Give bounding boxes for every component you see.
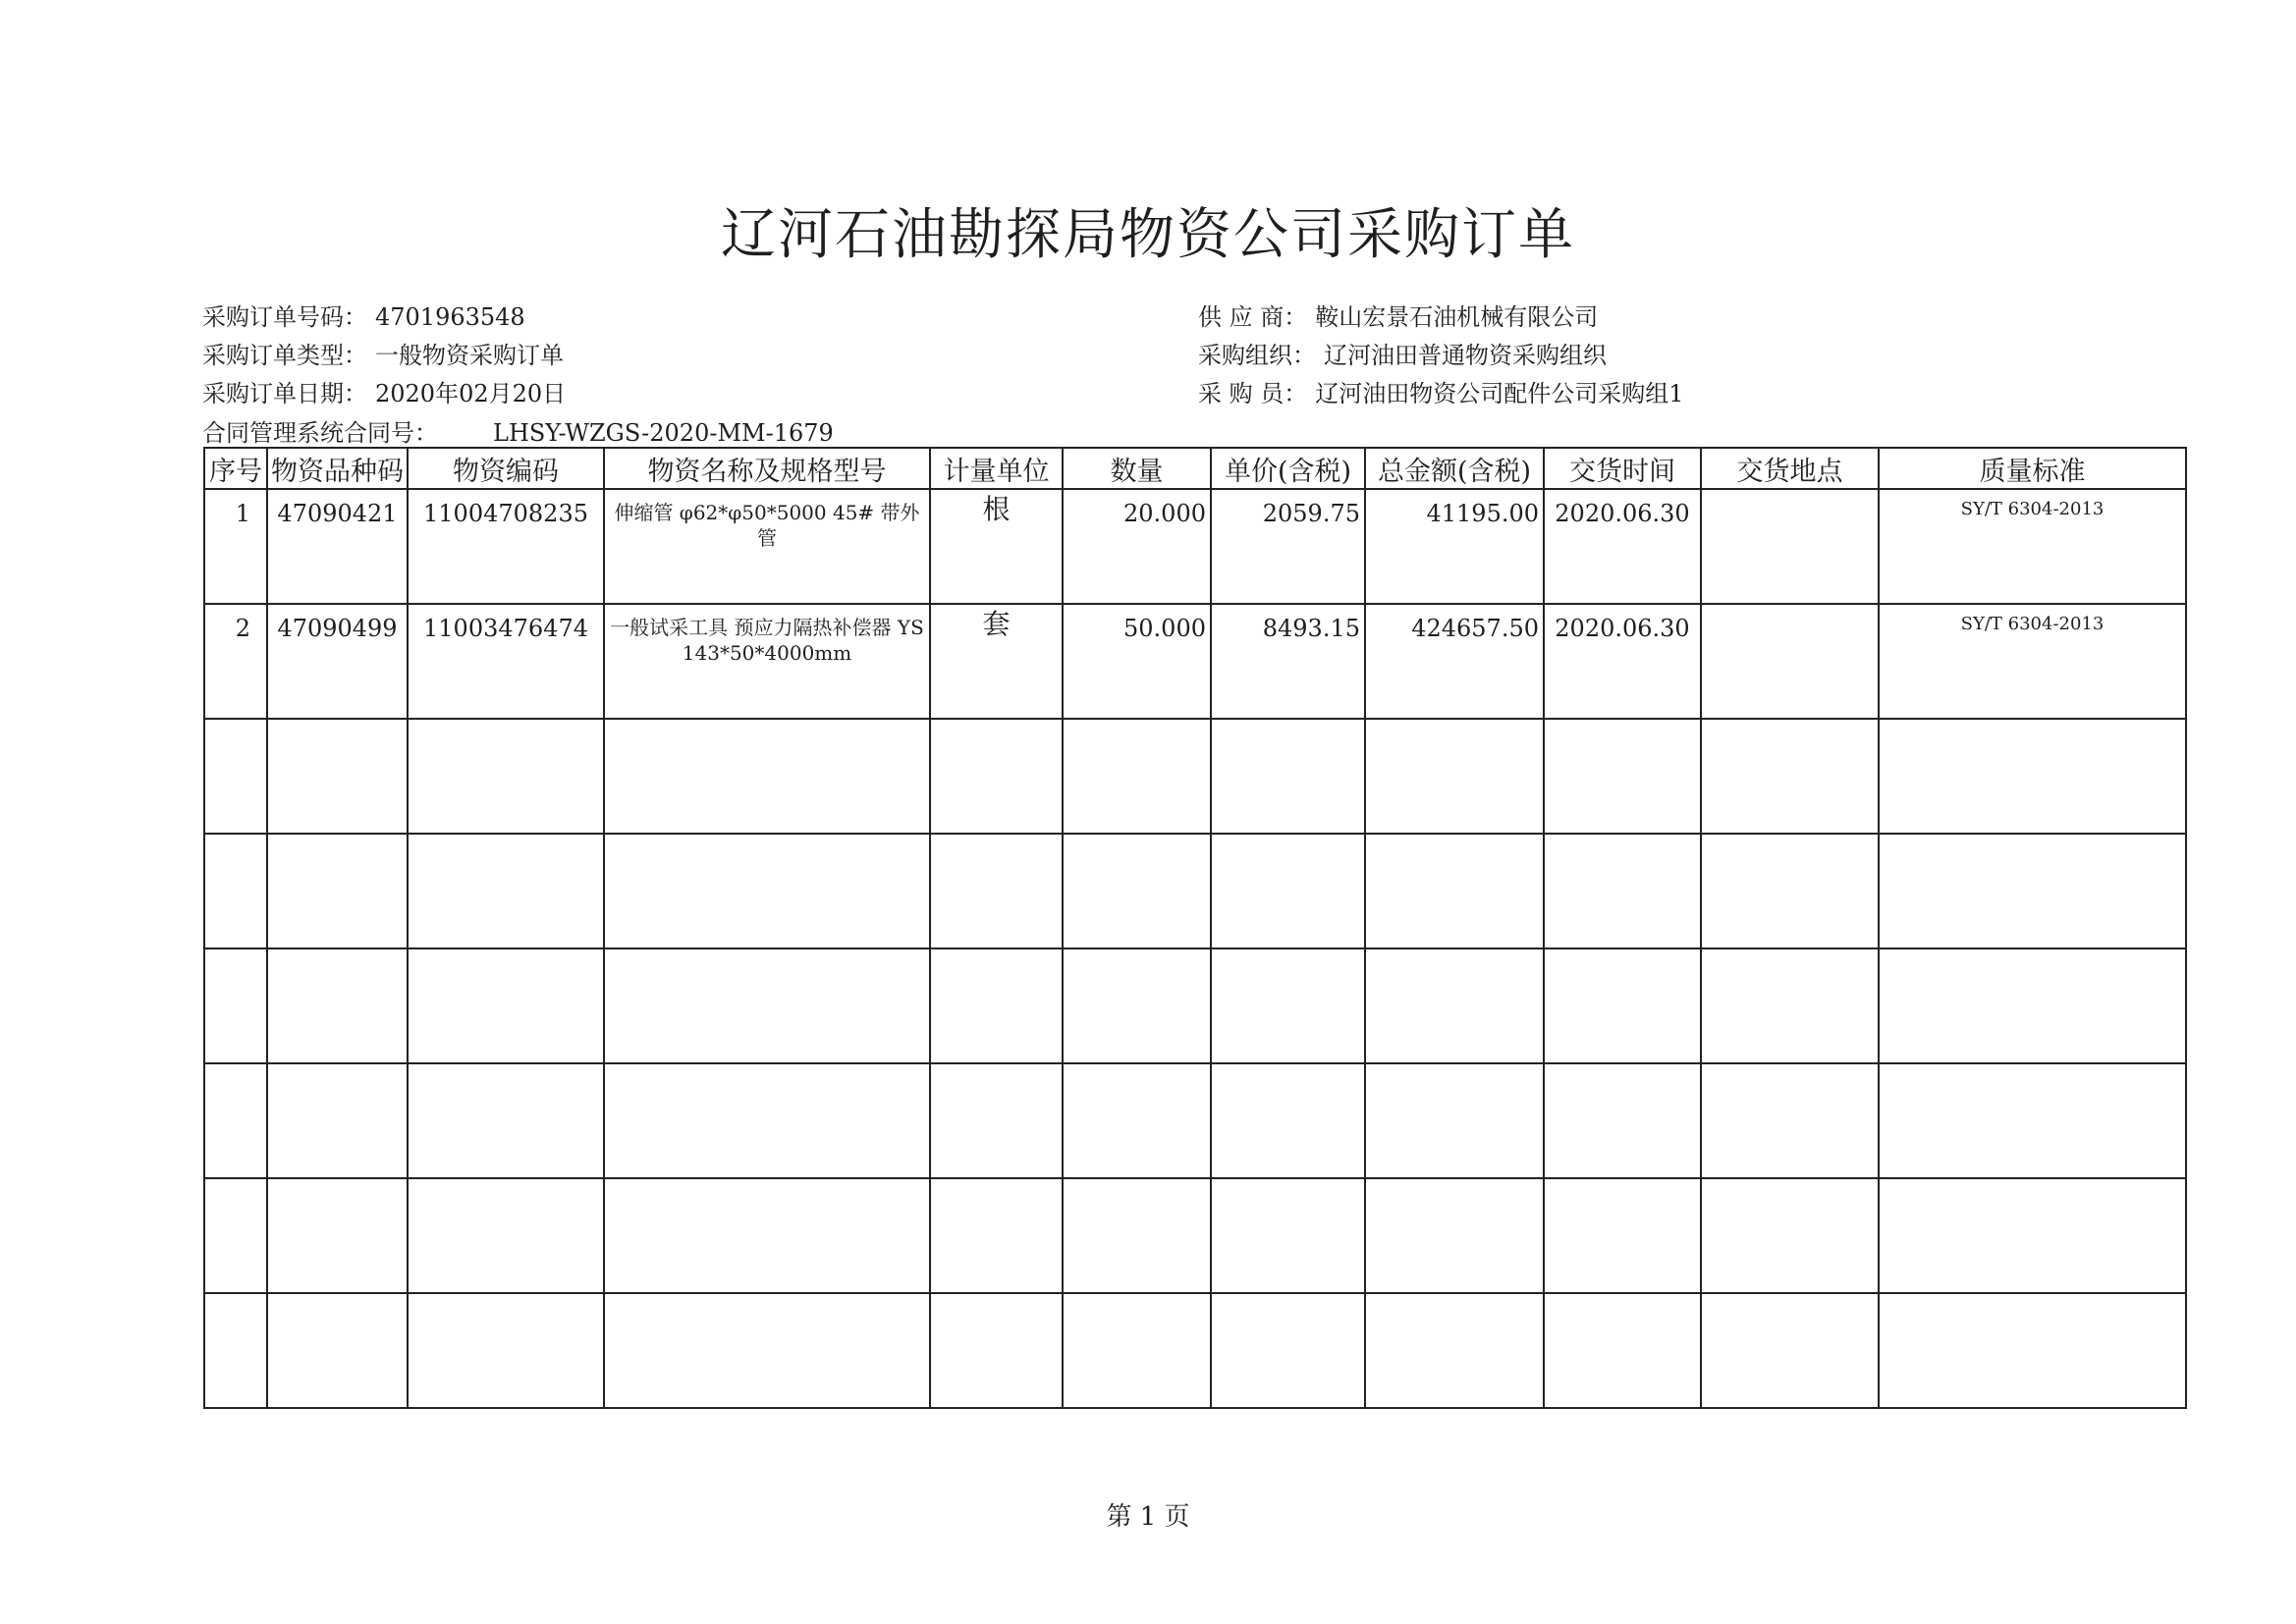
quality-standard-cell [1879,489,2186,604]
quantity-cell [1063,604,1211,719]
empty-cell [1701,719,1879,834]
empty-table-row [204,719,2186,834]
empty-cell [1365,719,1544,834]
unit-price-cell [1211,489,1365,604]
empty-cell [930,1293,1063,1408]
header-material-name: 物资名称及规格型号 [604,448,930,489]
empty-cell [267,834,408,948]
header-index: 序号 [204,448,267,489]
unit-cell [930,604,1063,719]
order-meta-left [202,298,566,413]
empty-cell [1211,1178,1365,1293]
empty-cell [930,1063,1063,1178]
delivery-place [1702,605,1878,615]
delivery-place [1702,490,1878,500]
empty-cell [1063,1063,1211,1178]
empty-cell [1879,1178,2186,1293]
buyer-row [1198,375,1684,413]
header-delivery-place: 交货地点 [1701,448,1879,489]
supplier-row [1198,298,1684,337]
empty-cell [1544,1178,1701,1293]
empty-cell [1063,719,1211,834]
total-amount: 424657.50 [1411,615,1539,642]
empty-cell [1063,834,1211,948]
material-name-cell [604,489,930,604]
empty-cell [1544,834,1701,948]
category-code: 47090421 [277,500,398,527]
empty-cell [604,1293,930,1408]
empty-cell [1701,948,1879,1063]
empty-cell [267,1293,408,1408]
empty-cell [1211,948,1365,1063]
material-code-cell [408,604,604,719]
header-delivery-date: 交货时间 [1544,448,1701,489]
quantity: 50.000 [1123,615,1206,642]
empty-cell [604,1063,930,1178]
empty-cell [1211,1293,1365,1408]
header-unit: 计量单位 [930,448,1063,489]
empty-table-row [204,1178,2186,1293]
empty-cell [1701,1063,1879,1178]
empty-cell [267,1063,408,1178]
empty-cell [1211,834,1365,948]
unit-price: 8493.15 [1262,615,1360,642]
contract-number-label: 合同管理系统合同号： [202,419,438,447]
quantity-cell [1063,489,1211,604]
empty-cell [930,948,1063,1063]
unit-price-cell [1211,604,1365,719]
delivery-date-cell [1544,489,1701,604]
empty-cell [204,948,267,1063]
purchasing-org-row [1198,337,1684,375]
empty-cell [1063,1178,1211,1293]
unit: 套 [982,608,1011,640]
empty-cell [1063,1293,1211,1408]
empty-cell [1879,834,2186,948]
empty-cell [1365,948,1544,1063]
header-quality-standard: 质量标准 [1879,448,2186,489]
quantity: 20.000 [1123,500,1206,527]
empty-cell [1211,719,1365,834]
empty-table-row [204,948,2186,1063]
row-index-cell [204,489,267,604]
total-cell [1365,489,1544,604]
material-name: 伸缩管 φ62*φ50*5000 45# 带外管 [614,501,920,550]
order-items-table [203,447,2187,1409]
purchasing-org-value: 辽河油田普通物资采购组织 [1324,342,1607,369]
delivery-date: 2020.06.30 [1555,500,1690,527]
document-title: 辽河石油勘探局物资公司采购订单 [721,203,1575,267]
empty-cell [604,719,930,834]
row-index: 2 [235,615,250,642]
empty-cell [1701,1178,1879,1293]
order-number-label: 采购订单号码： [202,303,367,331]
quality-standard-cell [1879,604,2186,719]
empty-cell [604,1178,930,1293]
empty-cell [1063,948,1211,1063]
header-category-code: 物资品种码 [267,448,408,489]
purchasing-org-label: 采购组织： [1198,342,1316,369]
empty-table-row [204,1293,2186,1408]
empty-cell [267,719,408,834]
empty-cell [204,1178,267,1293]
supplier-label: 供 应 商： [1198,303,1308,331]
empty-cell [204,1063,267,1178]
empty-cell [1879,719,2186,834]
empty-cell [408,834,604,948]
empty-cell [1211,1063,1365,1178]
order-type-value: 一般物资采购订单 [375,342,564,369]
empty-cell [267,948,408,1063]
empty-cell [408,719,604,834]
order-number-row [202,298,566,337]
material-name: 一般试采工具 预应力隔热补偿器 YS 143*50*4000mm [610,616,924,665]
order-meta-right [1198,298,1684,413]
unit: 根 [982,493,1011,525]
unit-cell [930,489,1063,604]
empty-cell [1879,948,2186,1063]
empty-cell [267,1178,408,1293]
buyer-label: 采 购 员： [1198,380,1308,407]
empty-cell [1879,1293,2186,1408]
header-material-code: 物资编码 [408,448,604,489]
empty-cell [604,948,930,1063]
unit-price: 2059.75 [1262,500,1360,527]
delivery-place-cell [1701,489,1879,604]
empty-cell [930,834,1063,948]
total-cell [1365,604,1544,719]
header-quantity: 数量 [1063,448,1211,489]
row-index: 1 [235,500,250,527]
contract-number-row [202,413,834,448]
empty-cell [204,834,267,948]
table-row [204,489,2186,604]
empty-cell [204,1293,267,1408]
category-code-cell [267,489,408,604]
material-code: 11003476474 [423,615,588,642]
material-name-cell [604,604,930,719]
empty-cell [408,1063,604,1178]
order-date-row [202,375,566,413]
empty-cell [408,1293,604,1408]
empty-cell [1544,1293,1701,1408]
empty-cell [204,719,267,834]
buyer-value: 辽河油田物资公司配件公司采购组1 [1315,380,1684,407]
empty-cell [1879,1063,2186,1178]
empty-cell [1365,834,1544,948]
order-type-row [202,337,566,375]
delivery-place-cell [1701,604,1879,719]
empty-cell [930,1178,1063,1293]
empty-cell [1365,1293,1544,1408]
empty-cell [1544,719,1701,834]
table-header-row [204,448,2186,489]
table-row [204,604,2186,719]
empty-table-row [204,834,2186,948]
order-date-label: 采购订单日期： [202,380,367,407]
row-index-cell [204,604,267,719]
empty-cell [1701,1293,1879,1408]
category-code-cell [267,604,408,719]
empty-cell [408,1178,604,1293]
empty-cell [930,719,1063,834]
order-type-label: 采购订单类型： [202,342,367,369]
quality-standard: SY/T 6304-2013 [1960,499,2105,519]
empty-cell [408,948,604,1063]
header-total: 总金额(含税) [1365,448,1544,489]
table-body [204,489,2186,1408]
empty-cell [1701,834,1879,948]
order-date-value: 2020年02月20日 [375,380,567,407]
contract-number-value: LHSY-WZGS-2020-MM-1679 [493,419,834,447]
order-number-value: 4701963548 [375,303,525,331]
supplier-value: 鞍山宏景石油机械有限公司 [1315,303,1599,331]
material-code-cell [408,489,604,604]
empty-cell [604,834,930,948]
empty-cell [1544,948,1701,1063]
category-code: 47090499 [277,615,398,642]
total-amount: 41195.00 [1426,500,1539,527]
material-code: 11004708235 [423,500,588,527]
empty-table-row [204,1063,2186,1178]
quality-standard: SY/T 6304-2013 [1960,614,2105,634]
header-unit-price: 单价(含税) [1211,448,1365,489]
delivery-date-cell [1544,604,1701,719]
empty-cell [1544,1063,1701,1178]
page-number: 第 1 页 [1106,1502,1190,1532]
delivery-date: 2020.06.30 [1555,615,1690,642]
empty-cell [1365,1178,1544,1293]
empty-cell [1365,1063,1544,1178]
